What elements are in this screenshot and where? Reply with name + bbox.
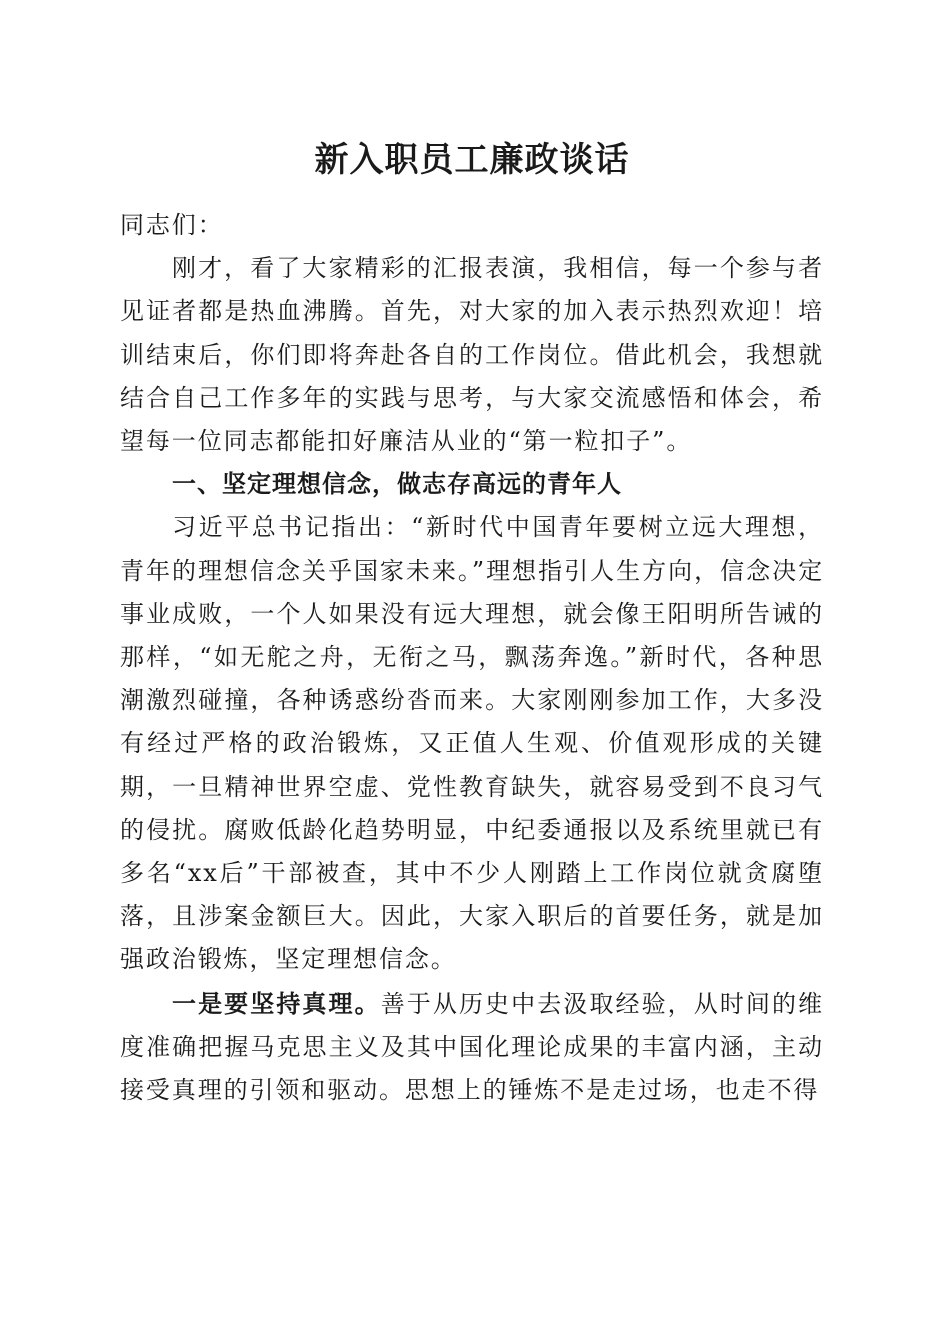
paragraph-truth: [120, 982, 824, 1113]
document-title: 新入职员工廉政谈话: [314, 140, 630, 180]
salutation: 同志们：: [120, 211, 224, 239]
paragraph-truth-text: 善于从历史中去汲取经验，从时间的维度准确把握马克思主义及其中国化理论成果的丰富内涵，主动接受真理的引领和驱动。思想上的锤炼不是走过场，也走不得: [120, 989, 824, 1105]
paragraph-ideals: 习近平总书记指出：“新时代中国青年要树立远大理想，青年的理想信念关乎国家未来。”理想指引人生方向，信念决定事业成败，一个人如果没有远大理想，就会像王阳明所告诫的那样，“如无舵之舟，无衔之马，飘荡奔逸。”新时代，各种思潮激烈碰撞，各种诱惑纷沓而来。大家刚刚参加工作，大多没有经过严格的政治锻炼，又正值人生观、价值观形成的关键期，一旦精神世界空虚、党性教育缺失，就容易受到不良习气的侵扰。腐败低龄化趋势明显，中纪委通报以及系统里就已有多名“xx后”干部被查，其中不少人刚踏上工作岗位就贪腐堕落，且涉案金额巨大。因此，大家入职后的首要任务，就是加强政治锻炼，坚定理想信念。: [120, 513, 824, 974]
section-heading-1: 一、坚定理想信念，做志存高远的青年人: [172, 470, 622, 499]
paragraph-truth-lead: 一是要坚持真理。: [172, 988, 381, 1018]
paragraph-intro: 刚才，看了大家精彩的汇报表演，我相信，每一个参与者见证者都是热血沸腾。首先，对大家的加入表示热烈欢迎！培训结束后，你们即将奔赴各自的工作岗位。借此机会，我想就结合自己工作多年的实践与思考，与大家交流感悟和体会，希望每一位同志都能扣好廉洁从业的“第一粒扣子”。: [120, 254, 824, 456]
document-body: [120, 204, 824, 1112]
